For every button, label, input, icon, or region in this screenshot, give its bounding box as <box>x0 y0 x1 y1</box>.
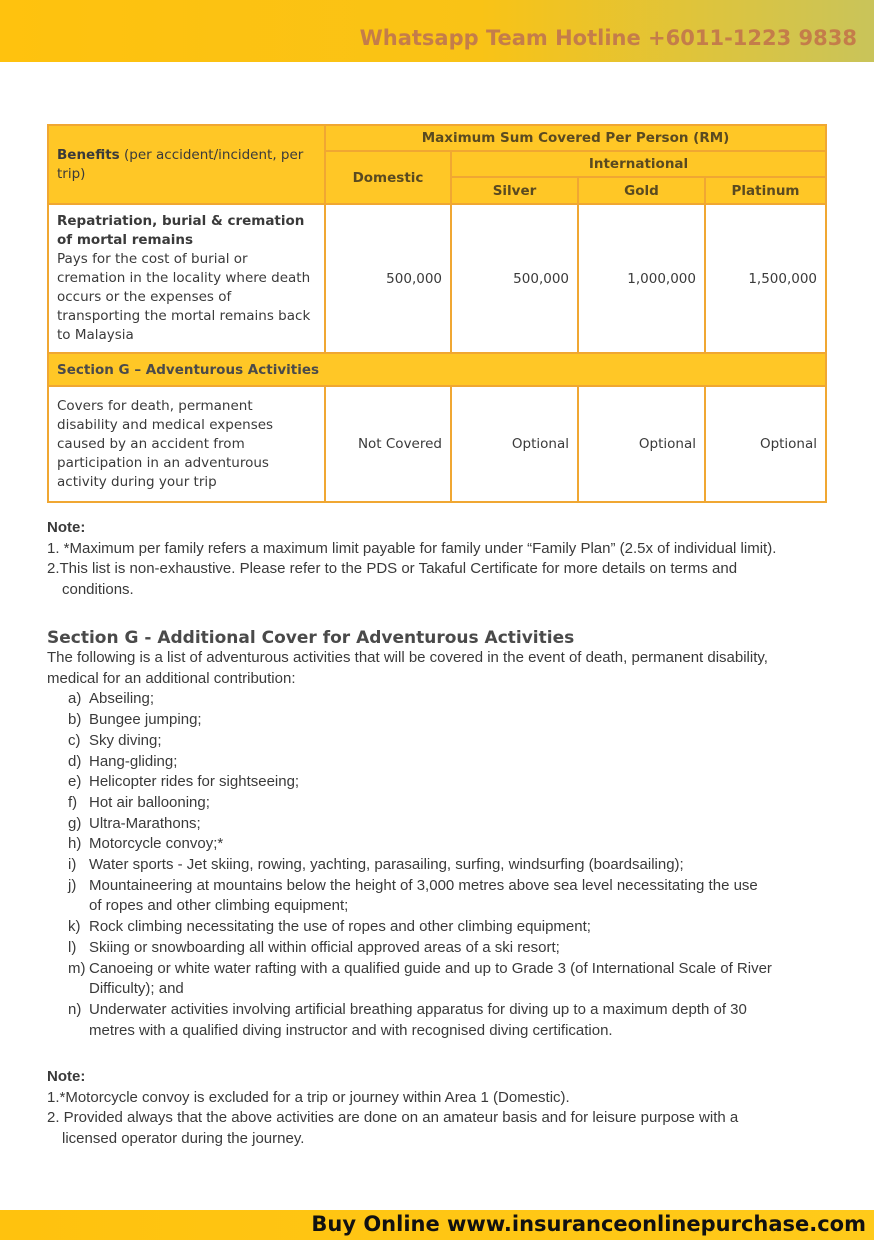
section-g-intro: The following is a list of adventurous activities that will be covered in the event of death, permanent disability, <box>47 649 768 666</box>
list-item: l) Skiing or snowboarding all within official approved areas of a ski resort; <box>68 938 560 956</box>
whatsapp-hotline[interactable]: Whatsapp Team Hotline +6011-1223 9838 <box>359 26 857 50</box>
repatriation-gold: 1,000,000 <box>578 204 705 353</box>
bottom-banner <box>0 1210 874 1240</box>
benefits-label: Benefits <box>57 146 120 163</box>
adventurous-desc: Covers for death, permanent disability and medical expenses caused by an accident from participation in an adventurous activity during your trip <box>57 397 274 490</box>
adventurous-domestic: Not Covered <box>325 386 451 502</box>
benefits-sub: (per accident/incident, per trip) <box>57 146 304 182</box>
list-item: c) Sky diving; <box>68 731 162 749</box>
list-item: n) Underwater activities involving artificial breathing apparatus for diving up to a maximum depth of 30 metres with a qualified diving instructor and with recognised diving certification. <box>68 1000 747 1039</box>
max-sum-header: Maximum Sum Covered Per Person (RM) <box>325 125 826 151</box>
adventurous-cell <box>48 386 325 502</box>
gold-header: Gold <box>578 177 705 204</box>
section-g-title: Section G - Additional Cover for Adventurous Activities <box>47 628 575 648</box>
note-title: Note: <box>47 519 86 536</box>
repatriation-platinum: 1,500,000 <box>705 204 826 353</box>
platinum-header: Platinum <box>705 177 826 204</box>
list-item: j) Mountaineering at mountains below the height of 3,000 metres above sea level necessitating the use of ropes and other climbing equipment; <box>68 876 758 915</box>
repatriation-cell <box>48 204 325 353</box>
silver-header: Silver <box>451 177 578 204</box>
note-block-2 <box>47 1067 829 1150</box>
note-item-continued: licensed operator during the journey. <box>62 1130 305 1148</box>
list-item: i) Water sports - Jet skiing, rowing, yachting, parasailing, surfing, windsurfing (boardsailing); <box>68 856 684 874</box>
table-row <box>48 386 826 502</box>
repatriation-desc: Pays for the cost of burial or cremation in the locality where death occurs or the expenses of transporting the mortal remains back to Malaysia <box>57 251 311 343</box>
repatriation-title: Repatriation, burial & cremation of mortal remains <box>57 213 305 248</box>
buy-online-link[interactable]: Buy Online www.insuranceonlinepurchase.com <box>311 1212 866 1236</box>
list-item: h) Motorcycle convoy;* <box>68 835 224 853</box>
list-item: f) Hot air ballooning; <box>68 793 210 811</box>
domestic-header: Domestic <box>325 151 451 204</box>
list-item: b) Bungee jumping; <box>68 711 202 729</box>
international-header: International <box>451 151 826 177</box>
table-row <box>48 204 826 353</box>
adventurous-platinum: Optional <box>705 386 826 502</box>
list-item: d) Hang-gliding; <box>68 752 178 770</box>
adventurous-silver: Optional <box>451 386 578 502</box>
repatriation-domestic: 500,000 <box>325 204 451 353</box>
list-item: a) Abseiling; <box>68 690 155 708</box>
list-item: g) Ultra-Marathons; <box>68 814 201 832</box>
benefits-header <box>48 125 325 204</box>
list-item: e) Helicopter rides for sightseeing; <box>68 773 300 791</box>
section-g-block <box>47 628 829 1041</box>
note-block-1 <box>47 518 829 601</box>
note-item: 1. *Maximum per family refers a maximum limit payable for family under “Family Plan” (2.5x of individual limit). <box>47 539 777 557</box>
note-item: 1.*Motorcycle convoy is excluded for a trip or journey within Area 1 (Domestic). <box>47 1088 570 1106</box>
note-title: Note: <box>47 1068 86 1085</box>
note-item-continued: conditions. <box>62 581 134 599</box>
note-item: 2. Provided always that the above activities are done on an amateur basis and for leisure purpose with a <box>47 1109 739 1127</box>
adventurous-gold: Optional <box>578 386 705 502</box>
benefits-table <box>47 124 827 503</box>
repatriation-silver: 500,000 <box>451 204 578 353</box>
section-g-heading: Section G – Adventurous Activities <box>48 353 826 386</box>
note-item: 2.This list is non-exhaustive. Please refer to the PDS or Takaful Certificate for more details on terms and <box>47 560 738 578</box>
list-item: k) Rock climbing necessitating the use of ropes and other climbing equipment; <box>68 918 591 936</box>
section-g-intro: medical for an additional contribution: <box>47 669 296 687</box>
list-item: m) Canoeing or white water rafting with a qualified guide and up to Grade 3 (of International Scale of River Difficulty); and <box>68 959 772 998</box>
top-banner <box>0 0 874 62</box>
